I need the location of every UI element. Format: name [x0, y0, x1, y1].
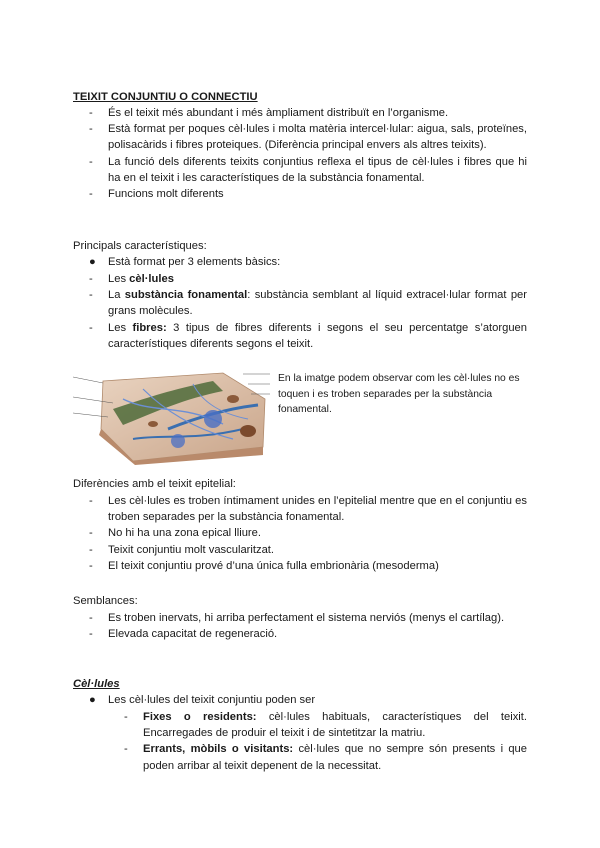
list-item: - Elevada capacitat de regeneració.	[89, 628, 278, 641]
principal-bullet: Està format per 3 elements bàsics:	[108, 256, 281, 268]
principal-bullet-mark: ●	[89, 256, 96, 268]
cells-bullet-mark: ●	[89, 694, 96, 706]
title-teixit-conjuntiu: TEIXIT CONJUNTIU O CONNECTIU	[73, 91, 258, 103]
cells-bullet: Les cèl·lules del teixit conjuntiu poden ser	[108, 694, 316, 706]
list-item: - Les cèl·lules es troben íntimament unides en l’epitelial mentre que en el conjuntiu es troben separades per la substància fonamental.	[89, 495, 527, 524]
list-item: - No hi ha una zona epical lliure.	[89, 527, 261, 540]
diff-heading: Diferències amb el teixit epitelial:	[73, 478, 236, 490]
principal-heading: Principals característiques:	[73, 240, 207, 252]
connective-tissue-illustration	[73, 369, 270, 465]
intro-list	[89, 105, 527, 202]
list-item: - La substància fonamental: substància semblant al líquid extracel·lular format per grans molècules.	[89, 289, 527, 318]
list-item: - Teixit conjuntiu molt vascularitzat.	[89, 543, 275, 556]
list-item: - És el teixit més abundant i més àmpliament distribuït en l’organisme.	[89, 107, 449, 119]
elements-list	[89, 271, 527, 352]
list-item: - Es troben inervats, hi arriba perfectament el sistema nerviós (menys el cartílag).	[89, 612, 505, 624]
cell-types-list	[124, 709, 528, 774]
semblances-list	[89, 610, 527, 642]
list-item: - El teixit conjuntiu prové d’una única fulla embrionària (mesoderma)	[89, 559, 439, 572]
list-item: - Errants, mòbils o visitants: cèl·lules que no sempre són presents i que poden arribar al teixit depenent de la necessitat.	[124, 743, 528, 772]
list-item: - Està format per poques cèl·lules i molta matèria intercel·lular: aigua, sals, proteïnes, polisacàrids i fibres proteiques. (Diferència principal envers als altres teixits).	[89, 123, 527, 152]
list-item: - Funcions molt diferents	[89, 188, 224, 201]
list-item: - Les cèl·lules	[89, 273, 174, 285]
figure-caption: En la imatge podem observar com les cèl·lules no es toquen i es troben separades per la substància fonamental.	[278, 373, 520, 415]
cells-heading: Cèl·lules	[73, 678, 120, 690]
list-item: - Fixes o residents: cèl·lules habituals, característiques del teixit. Encarregades de produir el teixit i de sintetitzar la matriu.	[124, 711, 527, 740]
list-item: - Les fibres: 3 tipus de fibres diferents i segons el seu percentatge s’atorguen característiques diferents segons el teixit.	[89, 321, 527, 350]
diff-list	[89, 493, 527, 574]
semblances-heading: Semblances:	[73, 595, 138, 607]
list-item: - La funció dels diferents teixits conjuntius reflexa el tipus de cèl·lules i fibres que hi ha en el teixit i les característiques de la substància fonamental.	[89, 155, 527, 184]
